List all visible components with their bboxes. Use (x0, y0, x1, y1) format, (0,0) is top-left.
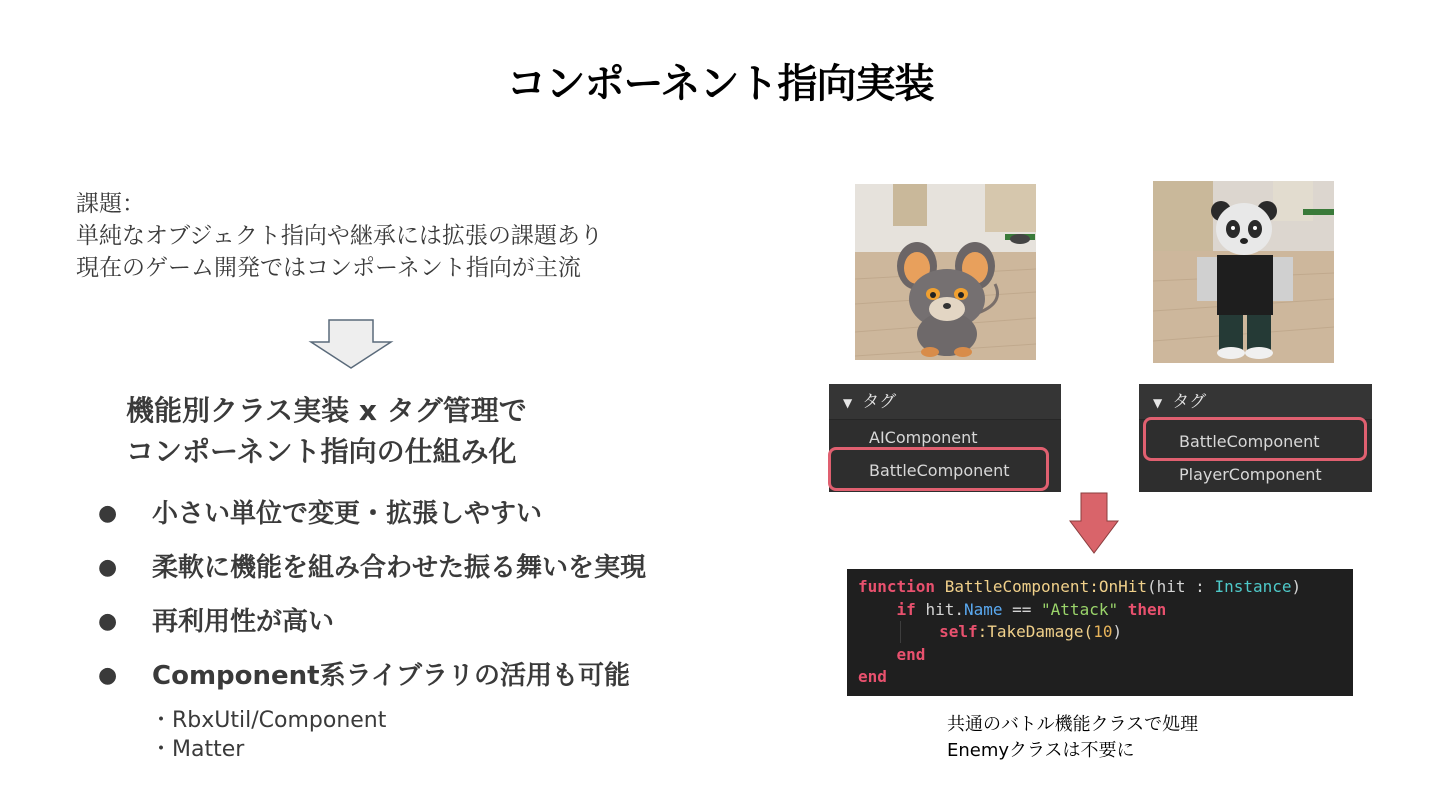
issue-line: 単純なオブジェクト指向や継承には拡張の課題あり (76, 223, 603, 249)
enemy-character-image (855, 184, 1036, 360)
library-list (150, 706, 386, 764)
tag-item[interactable]: AIComponent (869, 428, 978, 447)
benefit-list (96, 494, 646, 710)
issue-text (76, 188, 603, 284)
caption (947, 712, 1198, 764)
player-character-image (1153, 181, 1334, 363)
down-arrow-icon (307, 318, 395, 370)
tag-panel-header[interactable]: ▼ タグ (1139, 384, 1372, 420)
highlight-frame (1143, 417, 1367, 461)
indent-guide (900, 621, 901, 643)
tag-item-highlighted[interactable]: BattleComponent (1179, 432, 1320, 451)
bullet-icon: ● (98, 663, 118, 688)
headline (126, 390, 527, 472)
slide-title: コンポーネント指向実装 (506, 61, 934, 107)
headline-line: 機能別クラス実装 x タグ管理で (126, 394, 527, 427)
code-block: function BattleComponent:OnHit(hit : Instance) if hit.Name == "Attack" then self:TakeDamage(10) end end (847, 569, 1353, 696)
red-down-arrow-icon (1068, 491, 1120, 555)
caption-line: Enemyクラスは不要に (947, 740, 1135, 761)
tag-panel-player (1139, 384, 1372, 492)
list-item: ● Component系ライブラリの活用も可能 (96, 656, 646, 710)
caption-line: 共通のバトル機能クラスで処理 (947, 714, 1199, 735)
bullet-icon: ● (98, 609, 118, 634)
collapse-triangle-icon[interactable]: ▼ (1153, 396, 1163, 410)
bullet-icon: ● (98, 555, 118, 580)
list-item: ● 再利用性が高い (96, 602, 646, 656)
highlight-frame (828, 447, 1049, 491)
tag-panel-enemy (829, 384, 1061, 492)
bullet-icon: ● (98, 501, 118, 526)
headline-line: コンポーネント指向の仕組み化 (126, 435, 517, 468)
issue-label: 課題： (76, 191, 145, 217)
collapse-triangle-icon[interactable]: ▼ (843, 396, 853, 410)
tag-item-highlighted[interactable]: BattleComponent (869, 461, 1010, 480)
list-item: ● 柔軟に機能を組み合わせた振る舞いを実現 (96, 548, 646, 602)
issue-line: 現在のゲーム開発ではコンポーネント指向が主流 (76, 255, 581, 281)
library-item: ・RbxUtil/Component (150, 708, 387, 733)
tag-item[interactable]: PlayerComponent (1179, 465, 1322, 484)
library-item: ・Matter (150, 737, 245, 762)
tag-panel-header[interactable]: ▼ タグ (829, 384, 1061, 420)
list-item: ● 小さい単位で変更・拡張しやすい (96, 494, 646, 548)
